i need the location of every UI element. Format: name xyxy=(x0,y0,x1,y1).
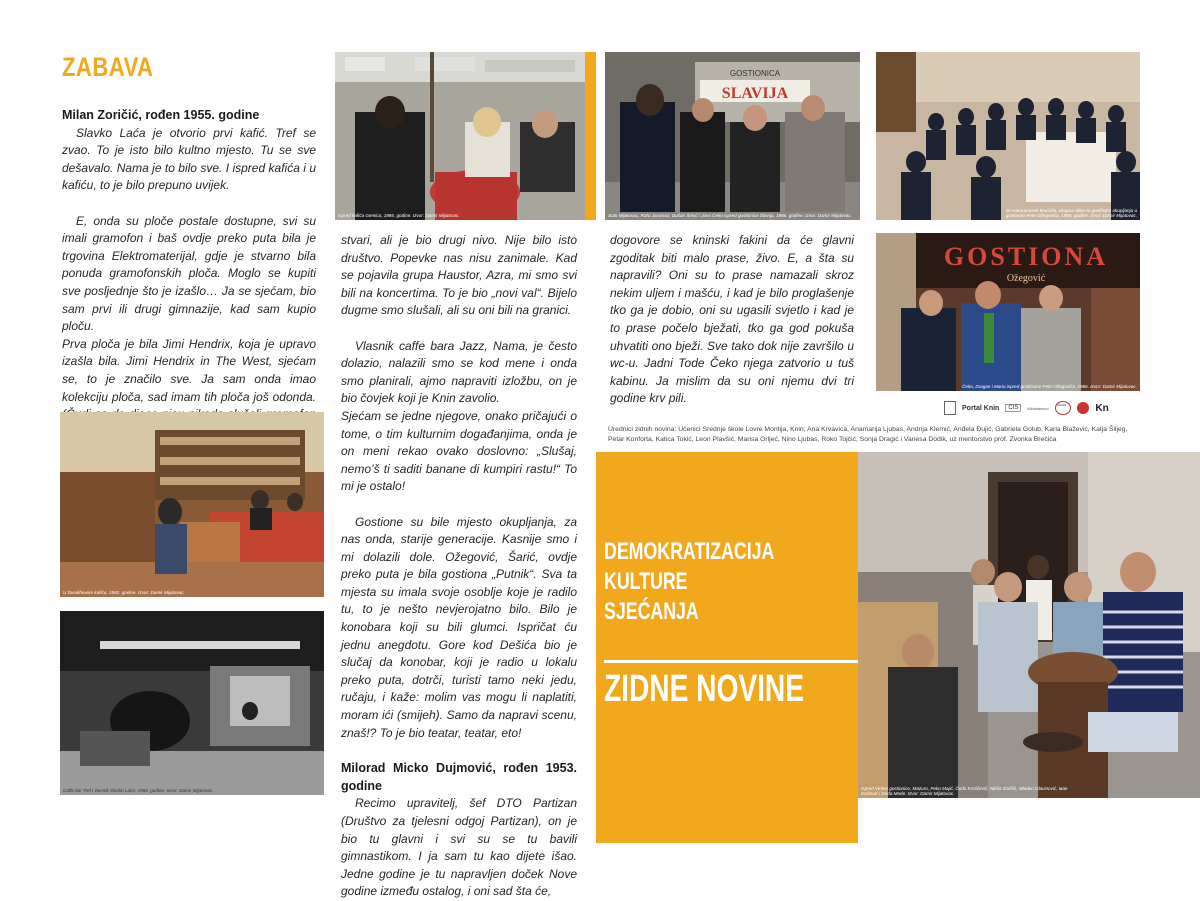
sign-text: GOSTIONA xyxy=(943,242,1109,271)
author-name: Milan Zoričić, xyxy=(62,108,142,122)
sign-text: GOSTIONICA xyxy=(729,69,781,78)
paragraph: Vlasnik caffe bara Jazz, Nama, je često dolazio, nalazili smo se kod mene i onda smo planirali, ajmo napraviti izložbu, on je bio čovjek koji je Knin zavolio. xyxy=(341,338,577,406)
paragraph: Sjećam se jedne njegove, onako pričajući o tome, o tim kulturnim događanjima, onda je on meni rekao ovako doslovno: „Slušaj, nemo’š ti saditi banane di kumpiri rastu!“ To mi je ostalo! xyxy=(341,408,577,494)
headline-divider xyxy=(604,660,858,663)
text-column-2 xyxy=(341,232,577,901)
photo-cafe-bw xyxy=(60,611,324,795)
paragraph: stvari, ali je bio drugi nivo. Nije bilo isto društvo. Popevke nas nisu zanimale. Kad se pojavila grupa Haustor, Azra, mi smo svi bili na koncertima. To je bio „novi val“. Bijelo dugme smo slušali, ali su oni bili na granici. xyxy=(341,233,577,318)
author-born: rođen 1955. godine xyxy=(141,108,260,122)
photo-gostionica-slavija xyxy=(605,52,860,220)
photo-caption: U Dvodihovom kafiću, 1982. godine. Izvor: Damir Mijatovac. xyxy=(63,590,185,595)
paragraph: Slavko Laća je otvorio prvi kafić. Tref se zvao. To je isto bilo kultno mjesto. Tu se sve dešavalo. Nama je to bilo sve. I ispred kafića i u kafiću, to je bilo prepuno uvijek. xyxy=(62,125,316,193)
text-column-3 xyxy=(610,232,854,408)
photo-street-gathering xyxy=(858,452,1200,798)
logo-icon xyxy=(944,401,956,415)
photo-gostiona-ozegovic xyxy=(876,233,1140,391)
credits: Urednici zidnih novina: Učenici Srednje škole Lovre Montija, Knin; Ana Krvavica, Anamarija Ljubas, Andrija Klemić, Anđela Đujić, Gabriela Golub, Karla Blažević, Katja Šiljeg, Petar Konforta, Katica Tokić, Leon Plavšić, Marisa Grljeć, Nino Ljubas, Roko Tojčić, Sonja Dragić i Vanesa Dodik, uz mentorstvo prof. Zvonka Brečića xyxy=(608,426,1128,443)
author-born: rođen 1953. godine xyxy=(341,761,577,793)
sign-text: SLAVIJA xyxy=(721,85,789,102)
photo-cafe-terrace xyxy=(335,52,585,220)
photo-bar-interior xyxy=(60,412,324,597)
accent-strip xyxy=(585,52,596,220)
photo-caption: Ispred kafića Gemica, 1986. godine. Izvor: Damir Mijatovac. xyxy=(338,213,460,218)
paragraph: Gostione su bile mjesto okupljanja, za nas onda, starije generacije. Kasnije smo i mi dolazili dole. Ožegović, Šarić, ovdje preko puta je bila gostiona „Putnik“. Sva ta mjesta su imala svoje osoblje koje je radilo tu, to je nešto nevjerojatno bilo. Bilo je konobara koji su bili glumci. Ispričat ću jednu anegdotu. Gore kod Dešića bio je slučaj da konobar, koji je radio u lokalu preko puta, dotrči, turisti tamo neki jedu, ručaju, i kaže: molim vas mogu li naplatiti, moram ići (smijeh). Samo da napravi scenu, znaš!? To je bio teatar, teatar, eto! xyxy=(341,514,577,740)
paragraph: Prva ploča je bila Jimi Hendrix, koja je upravo izašla bila. Jimi Hendrix in The West, sjećam se, to je značilo sve. Ja sam onda imao kolekciju ploča, sad imam tih ploča još odonda. xyxy=(62,336,316,404)
photo-caption: Čeko, Dragan i Mario ispred gostionice Pete Ožegovića, 1986. Izvor: Damir Mijatovac. xyxy=(962,384,1137,389)
logo-circle-icon xyxy=(1077,402,1089,414)
photo-group-dinner xyxy=(876,52,1140,220)
text-column-1 xyxy=(62,107,316,459)
photo-caption: Suto Mijatovac, Rafo Jaramaz, Dušan Šimić i Jovo Čeko ispred gostionice Slavija, 1986. godine. Izvor: Damir Mijatovac. xyxy=(608,213,852,218)
sign-text: Ožegović xyxy=(1006,273,1046,284)
headline-block xyxy=(596,452,858,843)
section-title: ZABAVA xyxy=(62,52,154,82)
photo-caption: 40 maturantovih brućoša, okupna slika na godišnjim okupljanju u gostionici Pete Ožegovića, 1985. godine. Izvor: Damir Mijatovac. xyxy=(1005,208,1137,218)
headline-subtitle: ZIDNE NOVINE xyxy=(604,668,804,710)
paragraph: E, onda su ploče postale dostupne, svi su imali gramofon i baš ovdje preko puta bila je trgovina Elektromaterijal, gdje je stvarno bila ponuda gramofonskih ploča. Moglo se kupiti sve posljednje što je izašlo… Ja se sjećam, bio sam prvi ili drugi gimnazije, kad sam kupio ploču. xyxy=(62,213,316,334)
author-name: Milorad Micko Dujmović, xyxy=(341,761,496,776)
logo-ministry: Ministarstvo xyxy=(1027,405,1049,411)
photo-caption: Ispred Virtine gostionice, Mazuro, Peko Majić, Čedo Krstičević, Nikša Zoričić, Mladen Glavinović, Iван Kvičević i Deda Mede. Izvor: Damir Mijatovac. xyxy=(861,786,1068,796)
logo-cis: CIS xyxy=(1005,404,1021,412)
photo-caption: Caffe bar Tref i vlasnik Slavko Laća, 1984. godine. Izvor: Damir Mijatovac. xyxy=(63,788,214,793)
paragraph: dogovore se kninski fakini da će glavni zgoditak biti malo prase, živo. E, a šta su napravili? Oni su to prase namazali skroz nekim uljem i mašću, i kad je bilo proglašenje tko ga je dobio, oni su ugasili svjetlo i kad je to prase počelo bježati, tko ga god pokuša uhvatiti ono bježi. Sve tako dok nije završilo u wc-u. Jadni Tode Čeko njega zatvorio u tuš kabinu. Ja mislim da su oni njemu dvi tri godine krv pili. xyxy=(610,233,854,406)
logo-portal-knin: Portal Knin xyxy=(962,404,1000,412)
headline-line-2: KULTURE xyxy=(604,568,688,595)
headline-line-3: SJEĆANJA xyxy=(604,598,699,625)
sponsor-logos xyxy=(944,400,1140,416)
logo-school: Škola xyxy=(1055,401,1071,415)
paragraph: Recimo upravitelj, šef DTO Partizan (Društvo za tjelesni odgoj Partizan), on je bio tu glavni i svi su se tu bavili gimnastikom. I ja sam tu kao dijete išao. Jedne godine je tu napravljen doček Nove godine između ostalog, i oni sad šta će, xyxy=(341,796,577,899)
headline-line-1: DEMOKRATIZACIJA xyxy=(604,538,775,565)
logo-kn: Kn xyxy=(1095,402,1109,414)
